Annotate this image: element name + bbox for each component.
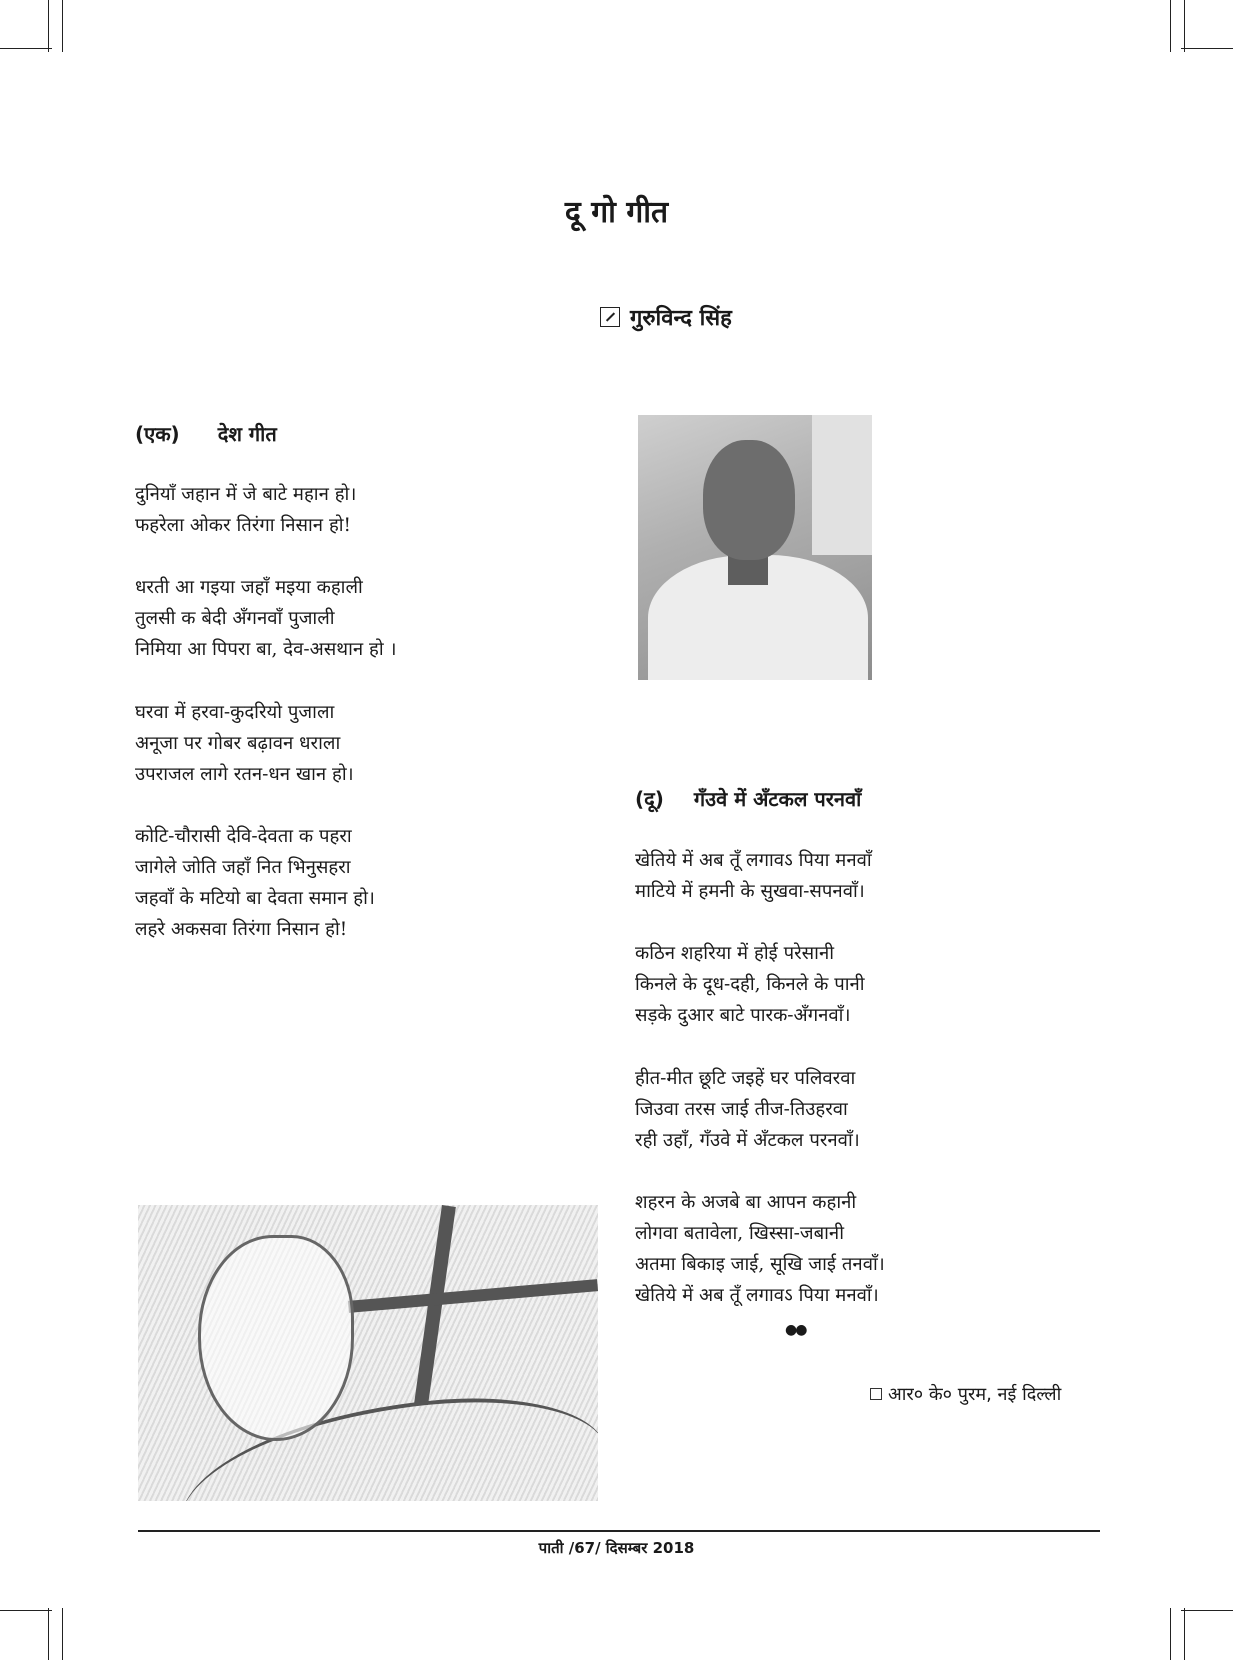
crop-mark [1184, 1608, 1185, 1660]
crop-mark [1184, 0, 1185, 52]
poem-line: माटिये में हमनी के सुखवा-सपनवाँ। [635, 881, 865, 902]
author-name: गुरुविन्द सिंह [630, 306, 732, 331]
poem2-number: (दू) [635, 787, 664, 811]
poem2-stanza-2 [635, 938, 865, 1031]
crop-mark [0, 1610, 52, 1611]
sketch-illustration [138, 1205, 598, 1501]
poem-line: सड़के दुआर बाटे पारक-अँगनवाँ। [635, 1005, 851, 1026]
crop-mark [62, 1608, 63, 1660]
poem-line: जिउवा तरस जाई तीज-तिउहरवा [635, 1099, 848, 1120]
poem-line: जहवाँ के मटियो बा देवता समान हो। [135, 888, 375, 909]
poem2-stanza-1 [635, 845, 872, 907]
poem1-heading [135, 420, 277, 447]
poem1-stanza-2 [135, 572, 397, 665]
poem2-title: गँउवे में अँटकल परनवाँ [693, 787, 862, 811]
end-mark: ●● [785, 1322, 806, 1338]
address-text: आर० के० पुरम, नई दिल्ली [888, 1384, 1062, 1405]
poem-line: दुनियाँ जहान में जे बाटे महान हो। [135, 484, 357, 505]
crop-mark [1170, 0, 1171, 52]
author-photo [638, 415, 872, 680]
poem-line: खेतिये में अब तूँ लगावऽ पिया मनवाँ [635, 850, 872, 871]
poem-line: लहरे अकसवा तिरंगा निसान हो! [135, 919, 348, 940]
crop-mark [1181, 1610, 1233, 1611]
poem-line: धरती आ गइया जहाँ मइया कहाली [135, 577, 363, 598]
poem-line: शहरन के अजबे बा आपन कहानी [635, 1192, 857, 1213]
footer-rule [138, 1530, 1100, 1532]
poem-line: लोगवा बतावेला, खिस्सा-जबानी [635, 1223, 844, 1244]
poem1-title: देश गीत [217, 422, 277, 446]
poem-line: रही उहाँ, गँउवे में अँटकल परनवाँ। [635, 1130, 860, 1151]
poem1-number: (एक) [135, 422, 180, 446]
poem-line: अतमा बिकाइ जाई, सूखि जाई तनवाँ। [635, 1254, 885, 1275]
crop-mark [62, 0, 63, 52]
poem-line: तुलसी क बेदी अँगनवाँ पुजाली [135, 608, 335, 629]
poem-line: निमिया आ पिपरा बा, देव-असथान हो । [135, 639, 397, 660]
poem1-stanza-4 [135, 821, 375, 945]
crop-mark [1181, 48, 1233, 49]
page-footer: पाती /67/ दिसम्बर 2018 [538, 1539, 695, 1557]
poem2-stanza-3 [635, 1063, 860, 1156]
box-icon [870, 1388, 882, 1400]
crop-mark [48, 0, 49, 52]
poem2-heading [635, 785, 861, 812]
pen-icon [600, 307, 620, 327]
author-address [870, 1382, 1061, 1406]
poem-line: खेतिये में अब तूँ लगावऽ पिया मनवाँ। [635, 1285, 879, 1306]
poem-line: कठिन शहरिया में होई परेसानी [635, 943, 835, 964]
poem-line: फहरेला ओकर तिरंगा निसान हो! [135, 515, 351, 536]
poem-line: घरवा में हरवा-कुदरियो पुजाला [135, 702, 335, 723]
poem1-stanza-3 [135, 697, 354, 790]
page-title: दू गो गीत [564, 195, 669, 230]
poem1-stanza-1 [135, 479, 356, 541]
poem-line: जागेले जोति जहाँ नित भिनुसहरा [135, 857, 351, 878]
author-byline [600, 302, 732, 332]
poem-line: उपराजल लागे रतन-धन खान हो। [135, 764, 354, 785]
crop-mark [0, 48, 52, 49]
poem-line: हीत-मीत छूटि जइहें घर पलिवरवा [635, 1068, 856, 1089]
poem-line: अनूजा पर गोबर बढ़ावन धराला [135, 733, 341, 754]
poem2-stanza-4 [635, 1187, 885, 1311]
poem-line: किनले के दूध-दही, किनले के पानी [635, 974, 865, 995]
crop-mark [1170, 1608, 1171, 1660]
crop-mark [48, 1608, 49, 1660]
poem-line: कोटि-चौरासी देवि-देवता क पहरा [135, 826, 352, 847]
